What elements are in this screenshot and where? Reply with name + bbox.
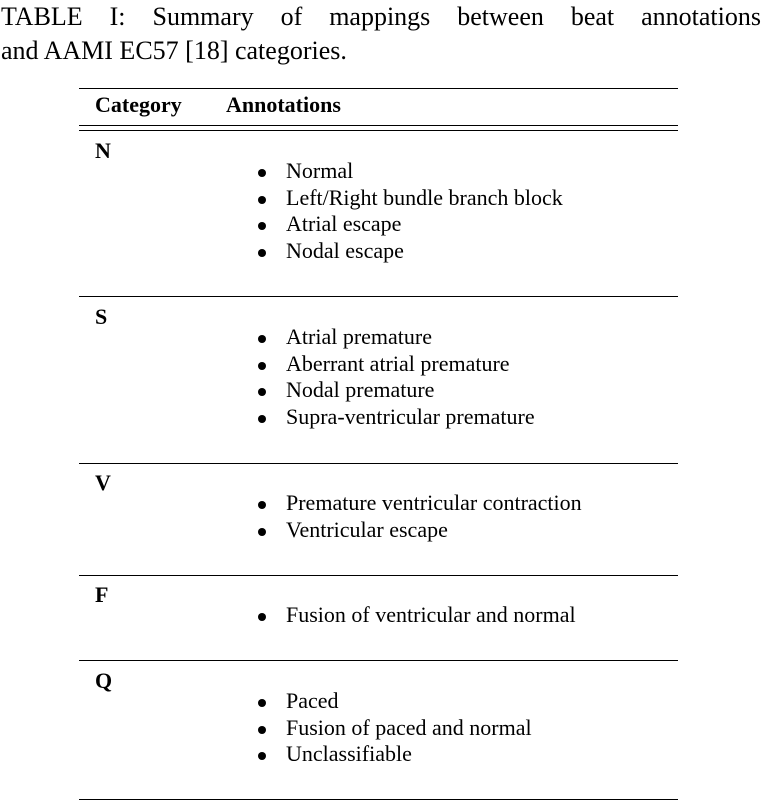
row-rule xyxy=(79,575,678,576)
bullet-icon xyxy=(258,415,266,423)
list-item xyxy=(254,158,563,185)
list-item xyxy=(254,211,563,238)
annotation-text: Unclassifiable xyxy=(286,741,412,767)
category-cell: N xyxy=(95,138,111,163)
category-cell: Q xyxy=(95,668,113,693)
bullet-icon xyxy=(258,528,266,536)
annotation-list xyxy=(254,602,576,629)
row-rule xyxy=(79,296,678,297)
table-top-rule xyxy=(79,88,678,89)
table-caption xyxy=(1,0,761,68)
annotation-text: Ventricular escape xyxy=(286,516,448,542)
bullet-icon xyxy=(258,222,266,230)
annotation-text: Atrial premature xyxy=(286,324,432,349)
bullet-icon xyxy=(258,388,266,396)
caption-line-2: and AAMI EC57 [18] categories. xyxy=(1,36,347,65)
list-item xyxy=(254,715,532,742)
list-item xyxy=(254,351,535,378)
annotation-text: Premature ventricular contraction xyxy=(286,490,582,515)
bullet-icon xyxy=(258,362,266,370)
list-item xyxy=(254,602,576,629)
annotation-list xyxy=(254,324,535,431)
list-item xyxy=(254,490,582,517)
table-bottom-rule xyxy=(79,799,678,800)
annotation-text: Normal xyxy=(286,158,354,183)
bullet-icon xyxy=(258,752,266,760)
annotation-text: Aberrant atrial premature xyxy=(286,350,510,376)
row-rule xyxy=(79,660,678,661)
annotation-list xyxy=(254,688,532,768)
list-item xyxy=(254,324,535,351)
header-annotations: Annotations xyxy=(226,92,341,117)
bullet-icon xyxy=(258,726,266,734)
list-item xyxy=(254,688,532,715)
annotation-text: Paced xyxy=(286,688,339,713)
annotation-text: Nodal escape xyxy=(286,238,404,264)
annotation-list xyxy=(254,490,582,543)
row-rule xyxy=(79,463,678,464)
annotation-text: Supra-ventricular premature xyxy=(286,404,535,430)
category-cell: V xyxy=(95,470,111,495)
bullet-icon xyxy=(258,699,266,707)
list-item xyxy=(254,741,532,768)
bullet-icon xyxy=(258,335,266,343)
list-item xyxy=(254,404,535,431)
list-item xyxy=(254,517,582,544)
list-item xyxy=(254,377,535,404)
list-item xyxy=(254,185,563,212)
annotation-text: Fusion of ventricular and normal xyxy=(286,602,576,627)
header-rule-lower xyxy=(79,130,678,131)
annotation-text: Fusion of paced and normal xyxy=(286,714,532,740)
bullet-icon xyxy=(258,169,266,177)
header-rule-upper xyxy=(79,125,678,126)
bullet-icon xyxy=(258,613,266,621)
category-cell: F xyxy=(95,582,109,607)
annotation-list xyxy=(254,158,563,265)
bullet-icon xyxy=(258,249,266,257)
annotation-text: Left/Right bundle branch block xyxy=(286,184,563,210)
caption-line-1: TABLE I: Summary of mappings between beat annotations xyxy=(1,2,761,31)
annotation-text: Atrial escape xyxy=(286,211,402,237)
bullet-icon xyxy=(258,196,266,204)
list-item xyxy=(254,238,563,265)
bullet-icon xyxy=(258,501,266,509)
annotation-text: Nodal premature xyxy=(286,377,435,403)
header-category: Category xyxy=(95,92,182,117)
category-cell: S xyxy=(95,304,108,329)
